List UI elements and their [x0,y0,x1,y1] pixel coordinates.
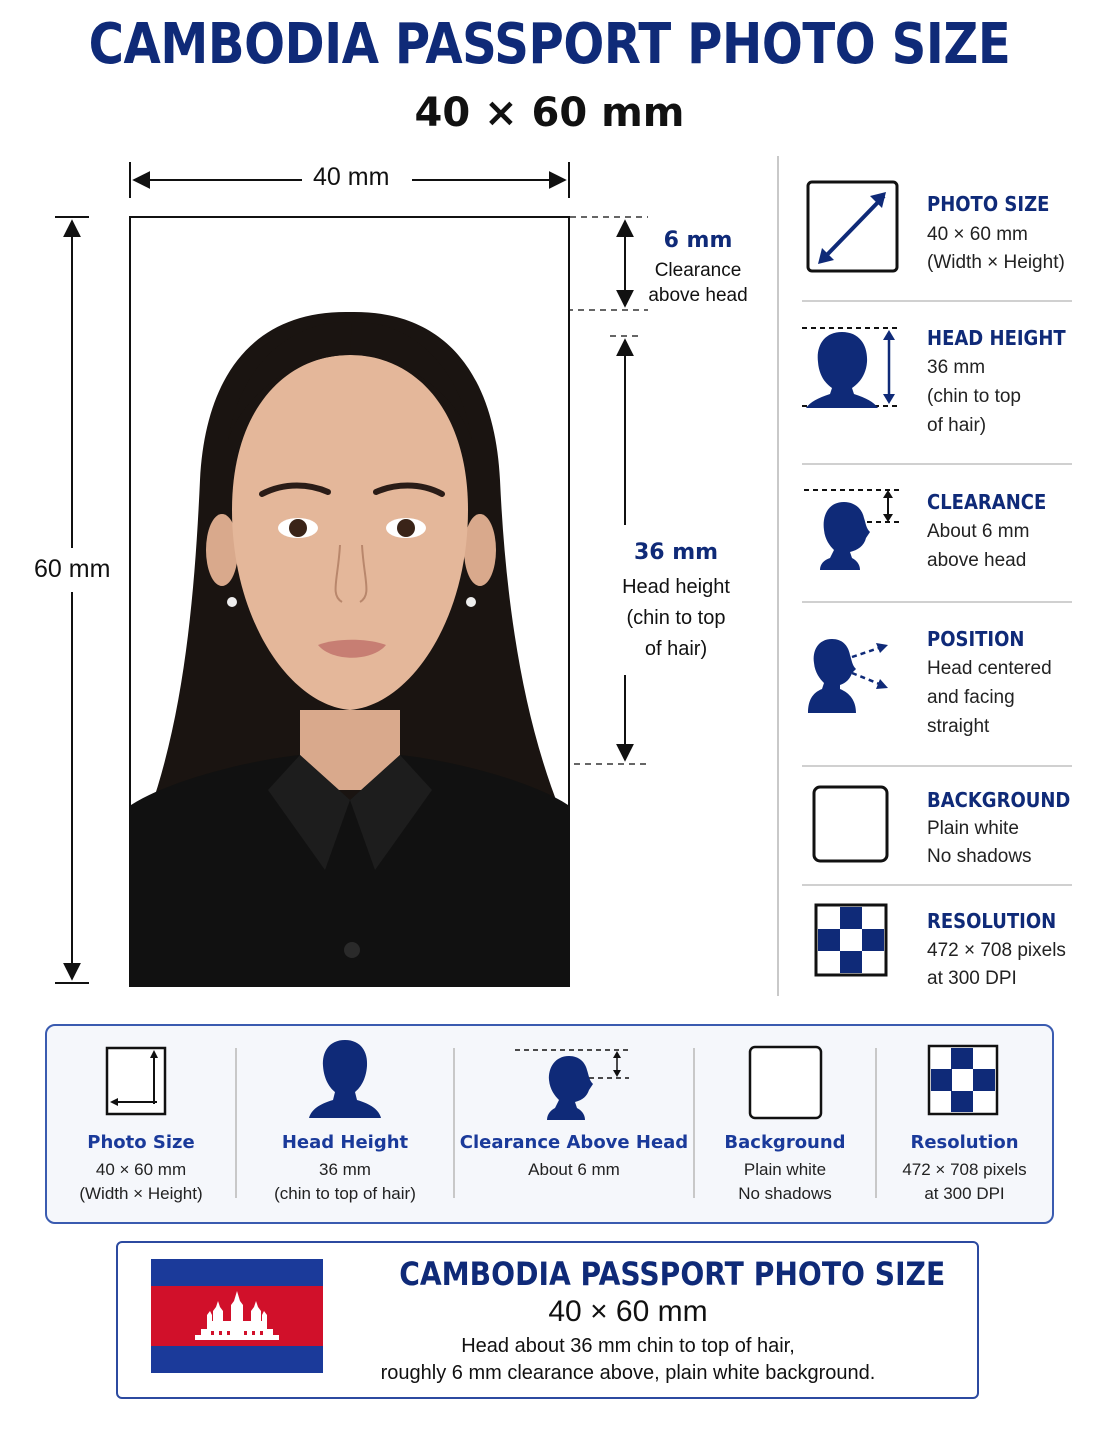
card-line: Plain white [743,1160,827,1179]
spec-title: POSITION [927,627,1025,651]
background-square-icon [747,1044,825,1122]
portrait-photo [130,217,569,986]
spec-line: 36 mm [927,357,986,378]
banner-description-line: Head about 36 mm chin to top of hair, [461,1335,795,1357]
card-resolution [877,1026,1052,1222]
head-height-label-3: of hair) [644,638,708,660]
head-silhouette-icon [303,1038,387,1120]
spec-line: 472 × 708 pixels [927,940,1066,961]
height-label: 60 mm [26,555,118,584]
banner-description-line: roughly 6 mm clearance above, plain white background. [380,1362,876,1384]
card-title: Clearance Above Head [459,1132,689,1153]
card-line: 40 × 60 mm [95,1160,187,1179]
page-subtitle: 40 × 60 mm [414,90,685,136]
clearance-icon [513,1048,633,1122]
spec-title: PHOTO SIZE [927,192,1050,216]
spec-line: and facing [927,687,1015,708]
page-title: CAMBODIA PASSPORT PHOTO SIZE [88,12,1011,77]
background-square-icon [800,782,900,882]
clearance-label-2: above head [648,285,748,306]
card-line: (Width × Height) [79,1184,203,1203]
head-height-value: 36 mm [633,540,719,565]
spec-line: Plain white [927,818,1019,839]
spec-line: above head [927,550,1027,571]
photo-size-icon [105,1046,169,1118]
spec-position [800,615,1072,765]
card-clearance [455,1026,693,1222]
spec-line: of hair) [927,415,987,436]
card-photo-size [47,1026,235,1222]
card-background [695,1026,875,1222]
card-line: About 6 mm [528,1160,620,1179]
spec-line: Head centered [927,658,1052,679]
clearance-icon [800,484,900,584]
spec-line: at 300 DPI [927,968,1017,989]
clearance-value: 6 mm [663,228,733,253]
head-height-icon [800,322,900,422]
card-title: Resolution [910,1132,1019,1153]
card-line: at 300 DPI [924,1184,1005,1203]
card-head-height [237,1026,453,1222]
card-line: 472 × 708 pixels [902,1160,1027,1179]
spec-divider [802,463,1072,465]
head-height-label-1: Head height [622,576,730,598]
width-label: 40 mm [305,163,397,192]
checkerboard-icon [800,903,900,1003]
checkerboard-icon [927,1044,1001,1118]
spec-divider [802,601,1072,603]
head-height-label-2: (chin to top [626,607,726,629]
diagonal-arrow-icon [800,176,900,276]
card-line: No shadows [738,1184,832,1203]
spec-divider [802,884,1072,886]
spec-background [800,776,1072,886]
spec-title: CLEARANCE [927,490,1047,514]
card-title: Background [724,1132,846,1153]
card-title: Photo Size [87,1132,195,1153]
spec-line: No shadows [927,846,1032,867]
spec-divider [802,300,1072,302]
card-title: Head Height [281,1132,409,1153]
column-divider [777,156,779,996]
spec-title: RESOLUTION [927,909,1057,933]
summary-card [45,1024,1054,1224]
card-line: 36 mm [319,1160,371,1179]
banner-size: 40 × 60 mm [548,1295,708,1328]
spec-resolution [800,897,1072,1007]
spec-clearance [800,478,1072,603]
spec-line: 40 × 60 mm [927,224,1028,245]
spec-divider [802,765,1072,767]
spec-title: BACKGROUND [927,788,1071,812]
spec-photo-size [800,172,1072,302]
spec-line: straight [927,716,990,737]
clearance-label-1: Clearance [654,260,742,281]
position-icon [800,629,900,729]
footer-banner [116,1241,979,1399]
spec-line: (chin to top [927,386,1021,407]
card-line: (chin to top of hair) [274,1184,416,1203]
spec-line: About 6 mm [927,521,1030,542]
spec-head-height [800,312,1072,462]
spec-title: HEAD HEIGHT [927,326,1066,350]
banner-title: CAMBODIA PASSPORT PHOTO SIZE [399,1255,946,1293]
spec-line: (Width × Height) [927,252,1065,273]
cambodia-flag-icon [151,1259,323,1373]
